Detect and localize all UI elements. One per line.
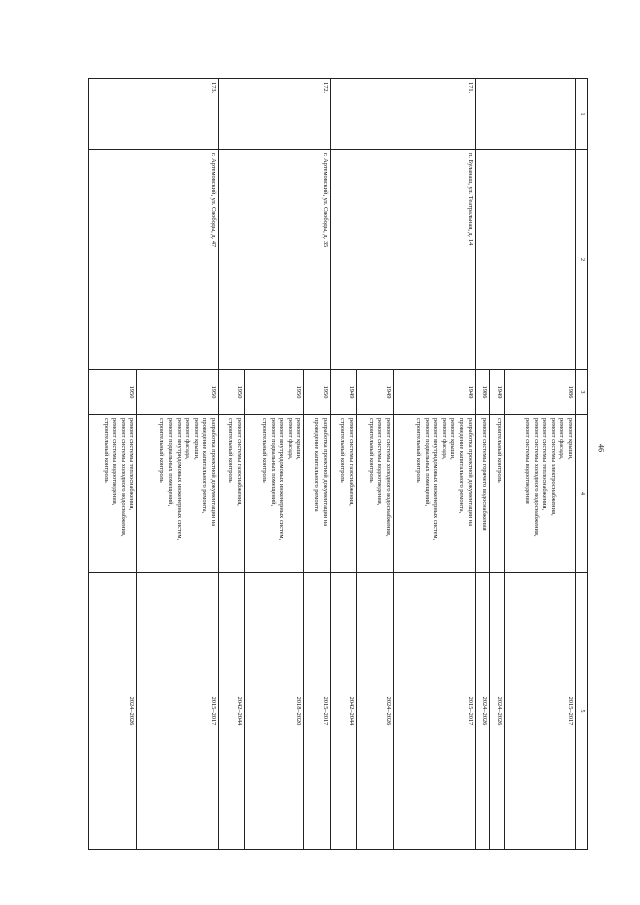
table-row xyxy=(393,79,475,850)
header-cell: 2 xyxy=(576,150,588,370)
work-item: строительный контроль xyxy=(227,418,235,483)
works-cell xyxy=(304,415,330,573)
works-cell xyxy=(490,415,505,573)
work-item: строительный контроль xyxy=(367,418,375,483)
repair-schedule-table xyxy=(88,78,588,850)
year-cell: 1949 xyxy=(490,370,505,415)
period-cell: 2015–2017 xyxy=(304,573,330,850)
work-item: ремонт системы холодного водоснабжения, xyxy=(532,418,540,537)
works-cell xyxy=(356,415,393,573)
work-item: проведение капитального ремонта, xyxy=(201,418,209,514)
works-cell xyxy=(89,415,137,573)
work-item: ремонт крыши, xyxy=(449,418,457,460)
header-cell: 5 xyxy=(576,573,588,850)
work-item: ремонт системы холодного водоснабжения, xyxy=(119,418,127,537)
period-cell: 2015–2017 xyxy=(505,573,576,850)
work-item: разработка проектной документации на xyxy=(466,418,474,527)
period-cell: 2024–2026 xyxy=(356,573,393,850)
period-cell: 2015–2017 xyxy=(137,573,219,850)
work-item: ремонт фасада, xyxy=(440,418,448,460)
work-item: ремонт крыши, xyxy=(295,418,303,460)
table-row xyxy=(304,79,330,850)
work-item: ремонт системы холодного водоснабжения, xyxy=(384,418,392,537)
work-item: разработка проектной документации на xyxy=(210,418,217,527)
period-cell: 2024–2026 xyxy=(475,573,490,850)
year-cell: 1986 xyxy=(475,370,490,415)
works-cell xyxy=(505,415,576,573)
work-item: ремонт системы водоотведения, xyxy=(111,418,119,506)
row-number-cell: 171. xyxy=(330,79,475,150)
work-item: ремонт фасада, xyxy=(558,418,566,460)
work-item: проведение капитального ремонта xyxy=(313,418,320,512)
year-cell: 1950 xyxy=(304,370,330,415)
year-cell: 1949 xyxy=(330,370,356,415)
work-item: ремонт системы водоотведения, xyxy=(376,418,384,506)
year-cell: 1950 xyxy=(137,370,219,415)
work-item: ремонт внутридомовых инженерных систем, xyxy=(278,418,286,541)
header-row xyxy=(576,79,588,850)
work-item: ремонт системы горячего водоснабжения xyxy=(481,418,489,531)
period-cell: 2042–2044 xyxy=(219,573,245,850)
address-cell: г. Артемовский, ул. Свободы, д. 47 xyxy=(89,150,219,370)
address-cell: г. Артемовский, ул. Свободы, д. 35 xyxy=(219,150,331,370)
work-item: ремонт фасада, xyxy=(184,418,192,460)
work-item: строительный контроль xyxy=(158,418,166,483)
work-item: разработка проектной документации на xyxy=(321,418,329,527)
work-item: строительный контроль xyxy=(261,418,269,483)
row-number-cell: 172. xyxy=(219,79,331,150)
work-item: ремонт системы теплоснабжения, xyxy=(541,418,549,511)
address-cell xyxy=(475,150,575,370)
work-item: ремонт системы газоснабжения, xyxy=(236,418,244,506)
work-item: ремонт фасада, xyxy=(286,418,294,460)
year-cell: 1949 xyxy=(356,370,393,415)
table-row xyxy=(137,79,219,850)
year-cell: 1950 xyxy=(219,370,245,415)
work-item: проведение капитального ремонта, xyxy=(457,418,465,514)
period-cell: 2015–2017 xyxy=(393,573,475,850)
header-cell: 4 xyxy=(576,415,588,573)
work-item: ремонт внутридомовых инженерных систем, xyxy=(432,418,440,541)
work-item: ремонт системы газоснабжения, xyxy=(347,418,355,506)
works-cell xyxy=(219,415,245,573)
year-cell: 1949 xyxy=(393,370,475,415)
works-cell xyxy=(245,415,304,573)
work-item: строительный контроль xyxy=(496,418,504,483)
work-item: ремонт системы электроснабжения, xyxy=(549,418,557,516)
year-cell: 1950 xyxy=(89,370,137,415)
work-item: ремонт подвальных помещений, xyxy=(167,418,175,507)
header-cell: 1 xyxy=(576,79,588,150)
year-cell: 1986 xyxy=(505,370,576,415)
works-cell xyxy=(475,415,490,573)
work-item: ремонт подвальных помещений, xyxy=(269,418,277,507)
register-table-rotated xyxy=(88,78,588,849)
address-cell: п. Буланаш, ул. Театральная, д. 14 xyxy=(330,150,475,370)
row-number-cell: 173. xyxy=(89,79,219,150)
works-cell xyxy=(330,415,356,573)
work-item: ремонт крыши, xyxy=(567,418,574,460)
period-cell: 2042–2044 xyxy=(330,573,356,850)
works-cell xyxy=(393,415,475,573)
work-item: ремонт внутридомовых инженерных систем, xyxy=(175,418,183,541)
period-cell: 2018–2020 xyxy=(245,573,304,850)
works-cell xyxy=(137,415,219,573)
period-cell: 2024–2026 xyxy=(89,573,137,850)
table-row xyxy=(505,79,576,850)
work-item: ремонт крыши, xyxy=(192,418,200,460)
page-number: 46 xyxy=(596,444,606,452)
period-cell: 2024–2026 xyxy=(490,573,505,850)
year-cell: 1950 xyxy=(245,370,304,415)
row-number-cell xyxy=(475,79,575,150)
work-item: ремонт подвальных помещений, xyxy=(423,418,431,507)
work-item: ремонт системы водоотведения xyxy=(524,418,532,504)
work-item: строительный контроль xyxy=(102,418,110,483)
work-item: ремонт системы теплоснабжения, xyxy=(128,418,136,511)
work-item: строительный контроль xyxy=(414,418,422,483)
header-cell: 3 xyxy=(576,370,588,415)
work-item: строительный контроль xyxy=(339,418,347,483)
